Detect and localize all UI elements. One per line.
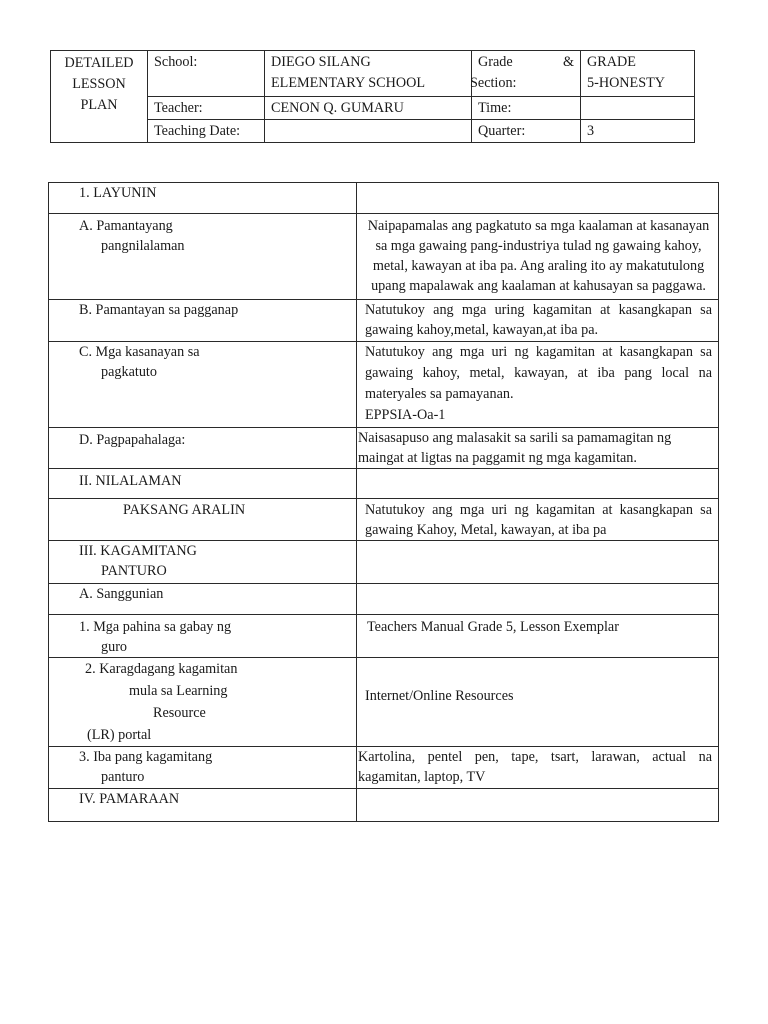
pamaraan-label: IV. PAMARAAN: [49, 789, 357, 822]
dlp-title-cell: [51, 51, 148, 143]
paksang-aralin-label: PAKSANG ARALIN: [49, 499, 357, 541]
lesson-plan-table: [48, 182, 719, 822]
label-line: 3. Iba pang kagamitang: [79, 749, 213, 765]
paksang-aralin-text: Natutukoy ang mga uri ng kagamitan at kasangkapan sa gawaing Kahoy, Metal, kawayan, at iba pa: [357, 499, 719, 541]
teacher-value: CENON Q. GUMARU: [265, 97, 472, 120]
label-line: (LR) portal: [87, 727, 152, 743]
header-table: [50, 50, 695, 143]
iba-pang-kagamitan-text: Kartolina, pentel pen, tape, tsart, larawan, actual na kagamitan, laptop, TV: [357, 747, 719, 789]
pagpapahalaga-label: D. Pagpapahalaga:: [49, 428, 357, 469]
kasanayan-code: EPPSIA-Oa-1: [365, 407, 446, 423]
section-label: Section:: [470, 75, 517, 91]
school-value-line: ELEMENTARY SCHOOL: [271, 75, 426, 91]
pamaraan-value: [357, 789, 719, 822]
gabay-guro-label: [49, 615, 357, 658]
pamantayang-pangnilalaman-text: Naipapamalas ang pagkatuto sa mga kaalaman at kasanayan sa mga gawaing pang-industriya tulad ng gawaing kahoy, metal, kawayan at iba pa. Ang araling ito ay makatutulong upang mapalawak ang kaalaman at kahusayan sa paggawa.: [357, 214, 719, 300]
grade-value-cell: [581, 51, 695, 97]
pamantayan-pagganap-text: Natutukoy ang mga uring kagamitan at kasangkapan sa gawaing kahoy,metal, kawayan,at iba pa.: [357, 300, 719, 342]
grade-value-line: 5-HONESTY: [587, 75, 666, 91]
teacher-label: Teacher:: [148, 97, 265, 120]
pamantayang-pangnilalaman-label: [49, 214, 357, 300]
school-value-cell: [265, 51, 472, 97]
school-label: School:: [148, 51, 265, 97]
dlp-title-line: PLAN: [80, 97, 118, 113]
karagdagang-kagamitan-label: [49, 658, 357, 747]
sanggunian-label: A. Sanggunian: [49, 584, 357, 615]
label-line: III. KAGAMITANG: [79, 543, 197, 559]
label-line: 1. Mga pahina sa gabay ng: [79, 619, 232, 635]
label-line: PANTURO: [101, 563, 167, 579]
label-line: panturo: [101, 769, 145, 785]
dlp-title-line: LESSON: [72, 76, 126, 92]
label-line: A. Pamantayang: [79, 218, 173, 234]
karagdagang-kagamitan-text: Internet/Online Resources: [357, 658, 719, 747]
label-line: pangnilalaman: [101, 238, 185, 254]
nilalaman-value: [357, 469, 719, 499]
label-line: 2. Karagdagang kagamitan: [85, 661, 238, 677]
kagamitang-panturo-value: [357, 541, 719, 584]
kagamitang-panturo-label: [49, 541, 357, 584]
label-line: pagkatuto: [101, 364, 157, 380]
pagpapahalaga-text: Naisasapuso ang malasakit sa sarili sa pamamagitan ng maingat at ligtas na paggamit ng mga kagamitan.: [357, 428, 719, 469]
label-line: guro: [101, 639, 128, 655]
label-line: Resource: [153, 705, 206, 721]
pamantayan-pagganap-label: B. Pamantayan sa pagganap: [49, 300, 357, 342]
nilalaman-label: II. NILALAMAN: [49, 469, 357, 499]
grade-label-cell: [472, 51, 581, 97]
layunin-value: [357, 183, 719, 214]
quarter-label: Quarter:: [472, 120, 581, 143]
label-line: C. Mga kasanayan sa: [79, 344, 200, 360]
kasanayan-cell: [357, 342, 719, 428]
school-value-line: DIEGO SILANG: [271, 54, 371, 70]
label-line: mula sa Learning: [129, 683, 228, 699]
iba-pang-kagamitan-label: [49, 747, 357, 789]
time-value: [581, 97, 695, 120]
date-label: Teaching Date:: [148, 120, 265, 143]
gabay-guro-text: Teachers Manual Grade 5, Lesson Exemplar: [357, 615, 719, 658]
kasanayan-label: [49, 342, 357, 428]
kasanayan-text: Natutukoy ang mga uri ng kagamitan at kasangkapan sa gawaing kahoy, metal, kawayan, at iba pang local na materyales sa pamayanan.: [365, 344, 712, 402]
date-value: [265, 120, 472, 143]
grade-value-line: GRADE: [587, 54, 636, 70]
sanggunian-value: [357, 584, 719, 615]
grade-label: Grade: [478, 54, 513, 70]
time-label: Time:: [472, 97, 581, 120]
grade-amp: &: [562, 54, 574, 70]
quarter-value: 3: [581, 120, 695, 143]
dlp-title-line: DETAILED: [64, 55, 134, 71]
layunin-label: 1. LAYUNIN: [49, 183, 357, 214]
